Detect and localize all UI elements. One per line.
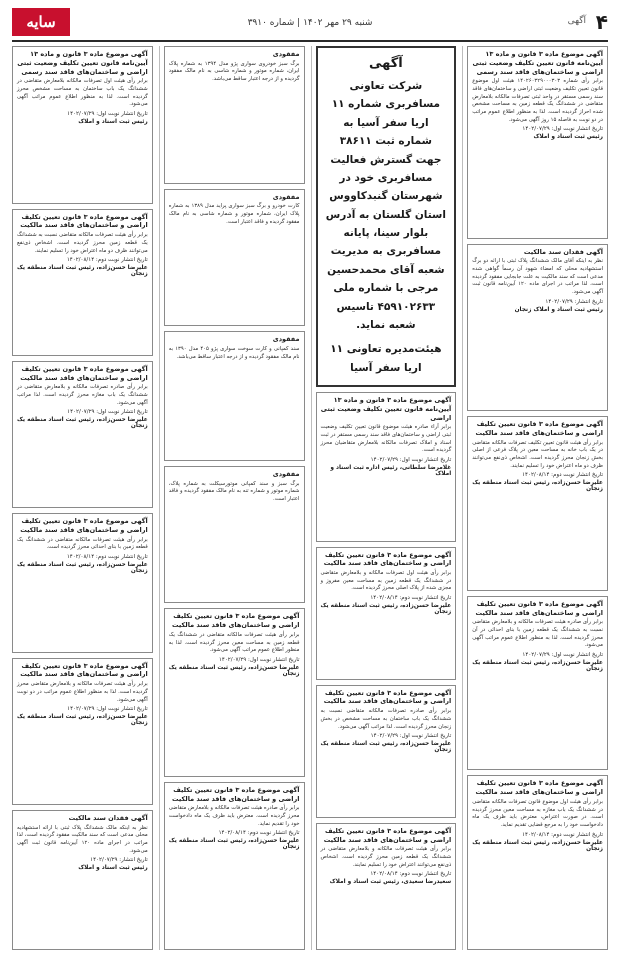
notice-date: تاریخ انتشار: ۱۴۰۲/۰۷/۲۹ [90, 857, 148, 864]
notice-body: نظر به اینکه مالک ششدانگ پلاک ثبتی با ارائه استشهادیه محلی مدعی است که سند مالکیت مفقود گردیده است، لذا مراتب در اجرای ماده ۱۲۰ آیین‌نامه قانون ثبت آگهی می‌شود. [17, 824, 148, 854]
feature-ad [316, 46, 457, 387]
column-2 [311, 46, 457, 950]
notice-title: آگهی موضوع ماده ۳ قانون تعیین تکلیف اراضی و ساختمان‌های فاقد سند مالکیت [475, 420, 603, 437]
notice-date: تاریخ انتشار نوبت دوم: ۱۴۰۲/۰۸/۱۴ [370, 871, 452, 878]
notice-title: مفقودی [272, 50, 300, 58]
newspaper-logo: سایه [12, 8, 70, 36]
legal-notice [164, 331, 305, 461]
ad-columns [12, 46, 608, 950]
notice-date: تاریخ انتشار نوبت اول: ۱۴۰۲/۰۷/۲۹ [370, 733, 452, 740]
notice-date: تاریخ انتشار نوبت اول: ۱۴۰۲/۰۷/۲۹ [218, 657, 300, 663]
notice-signature: علیرضا حسن‌زاده، رئیس ثبت اسناد منطقه یک زنجان [16, 561, 148, 574]
notice-title: آگهی موضوع ماده ۳ قانون و ماده ۱۳ آیین‌نامه قانون تعیین تکلیف وضعیت ثبتی اراضی [320, 396, 452, 422]
notice-title: آگهی موضوع ماده ۳ قانون تعیین تکلیف اراضی و ساختمان‌های فاقد سند مالکیت [323, 826, 452, 844]
notice-date: تاریخ انتشار نوبت دوم: ۱۴۰۲/۰۸/۱۴ [66, 257, 148, 264]
notice-body: برابر رأی هیئت اول موضوع قانون تصرفات مالکانه متقاضی در ششدانگ یک باب مغازه به مساحت معین محرز گردیده است. در صورت اعتراض، معترض باید ظرف یک ماه دادخواست خود را به مرجع قضایی تقدیم نماید. [472, 798, 603, 828]
legal-notice [316, 823, 457, 950]
notice-title: آگهی موضوع ماده ۳ قانون تعیین تکلیف اراضی و ساختمان‌های فاقد سند مالکیت [20, 517, 148, 534]
notice-signature: غلامرضا سلطانی، رئیس اداره ثبت اسناد و املاک [330, 464, 452, 477]
legal-notice [316, 685, 457, 818]
notice-title: آگهی موضوع ماده ۳ قانون تعیین تکلیف اراضی و ساختمان‌های فاقد سند مالکیت [171, 612, 300, 630]
notice-body: نظر به اینکه آقای مالک ششدانگ پلاک ثبتی با ارائه دو برگ استشهادیه محلی که امضاء شهود آن رسماً گواهی شده مدعی است که سند مالکیت به علت جابجایی مفقود گردیده است، لذا مراتب در اجرای ماده ۱۲۰ آیین‌نامه قانون ثبت آگهی می‌شود. [472, 258, 604, 296]
notice-date: تاریخ انتشار نوبت دوم: ۱۴۰۲/۰۸/۱۴ [522, 472, 603, 479]
notice-body: برگ سبز و سند کمپانی موتورسیکلت به شماره پلاک، شماره موتور و شماره تنه به نام مالک مفقود گردیده و فاقد اعتبار است. [168, 480, 300, 503]
notice-date: تاریخ انتشار نوبت دوم: ۱۴۰۲/۰۸/۱۴ [370, 595, 452, 602]
notice-body: سند کمپانی و کارت سوخت سواری پژو ۴۰۵ مدل ۱۳۹۰ به نام مالک مفقود گردیده و از درجه اعتبار ساقط می‌باشد. [168, 345, 300, 360]
notice-body: برابر رأی هیئت تصرفات مالکانه و بلامعارض متقاضی محرز گردیده است. لذا به منظور اطلاع عموم مراتب در دو نوبت آگهی می‌شود. [17, 681, 148, 703]
notice-title: آگهی موضوع ماده ۳ قانون تعیین تکلیف اراضی و ساختمان‌های فاقد سند مالکیت [475, 599, 603, 617]
notice-signature: علیرضا حسن‌زاده، رئیس ثبت اسناد منطقه یک زنجان [320, 741, 452, 754]
legal-notice [12, 209, 153, 356]
legal-notice [467, 416, 608, 591]
notice-body: برابر رأی شماره ۱۴۰۲۶۰۳۲۹۰۰۰۳۰۳ هیئت اول موضوع قانون تعیین تکلیف وضعیت ثبتی اراضی و ساختمان‌های فاقد سند رسمی مستقر در واحد ثبتی تصرفات مالکانه بلامعارض متقاضی در ششدانگ یک قطعه زمین به مساحت مشخص شده احراز گردیده است. لذا به منظور اطلاع عموم مراتب در دو نوبت به فاصله ۱۵ روز آگهی می‌شود. [472, 78, 603, 123]
legal-notice [12, 658, 153, 805]
notice-body: برابر رأی صادره هیئت تصرفات مالکانه و بلامعارض متقاضی نسبت به ششدانگ یک قطعه زمین با بنای احداثی در آن محرز گردیده است. لذا به منظور اطلاع عموم مراتب آگهی می‌شود. [472, 619, 603, 649]
notice-body: برگ سبز خودروی سواری پژو مدل ۱۳۹۴ به شماره پلاک ایران، شماره موتور و شماره شاسی به نام مالک مفقود گردیده و از درجه اعتبار ساقط می‌باشد. [168, 60, 300, 83]
legal-notice [12, 810, 153, 950]
notice-date: تاریخ انتشار نوبت دوم: ۱۴۰۲/۰۸/۱۴ [66, 553, 148, 560]
notice-title: آگهی موضوع ماده ۳ قانون تعیین تکلیف اراضی و ساختمان‌های فاقد سند مالکیت [323, 550, 452, 568]
masthead [12, 8, 608, 42]
notice-title: آگهی موضوع ماده ۳ قانون تعیین تکلیف اراضی و ساختمان‌های فاقد سند مالکیت [20, 661, 148, 679]
notice-body: برابر رأی هیئت اول تصرفات مالکانه و بلامعارض متقاضی در ششدانگ یک قطعه زمین به مساحت معین مفروز و مجزی شده از پلاک اصلی محرز گردیده است. [320, 570, 452, 592]
notice-signature: رئیس ثبت اسناد و املاک زنجان [514, 306, 603, 313]
notice-signature: رئیس ثبت اسناد و املاک [533, 134, 603, 141]
notice-signature: علیرضا حسن‌زاده، رئیس ثبت اسناد منطقه یک زنجان [472, 660, 603, 673]
notice-body: برابر رأی صادره تصرفات مالکانه و بلامعارض متقاضی در ششدانگ یک باب مغازه محرز گردیده است. لذا مراتب آگهی می‌شود. [17, 384, 148, 406]
legal-notice [164, 189, 305, 327]
notice-signature: علیرضا حسن‌زاده، رئیس ثبت اسناد منطقه یک زنجان [16, 714, 148, 727]
notice-signature: علیرضا حسن‌زاده، رئیس ثبت اسناد منطقه یک زنجان [472, 839, 603, 852]
notice-body: برابر رأی هیئت تصرفات مالکانه متقاضی نسبت به ششدانگ یک قطعه زمین محرز گردیده است. اشخاص ذی‌نفع می‌توانند ظرف دو ماه اعتراض خود را تسلیم نمایند. [17, 232, 148, 254]
notice-signature: علیرضا حسن‌زاده، رئیس ثبت اسناد منطقه یک زنجان [168, 838, 300, 851]
legal-notice [12, 46, 153, 204]
column-2-notices [316, 392, 457, 950]
notice-title: آگهی فقدان سند مالکیت [68, 813, 148, 822]
notice-title: مفقودی [272, 469, 300, 478]
notice-title: آگهی موضوع ماده ۳ قانون تعیین تکلیف اراضی و ساختمان‌های فاقد سند مالکیت [475, 779, 603, 797]
legal-notice [316, 392, 457, 542]
notice-body: برابر رأی صادره تصرفات مالکانه متقاضی نسبت به ششدانگ یک باب ساختمان به مساحت مشخص در بخش زنجان محرز گردیده است. لذا مراتب آگهی می‌شود. [320, 708, 452, 730]
notice-title: آگهی موضوع ماده ۳ قانون تعیین تکلیف اراضی و ساختمان‌های فاقد سند مالکیت [20, 364, 148, 382]
legal-notice [467, 46, 608, 239]
legal-notice [12, 513, 153, 653]
notice-date: تاریخ انتشار نوبت اول: ۱۴۰۲/۰۷/۲۹ [370, 456, 452, 463]
notice-signature: علیرضا حسن‌زاده، رئیس ثبت اسناد منطقه یک زنجان [16, 265, 148, 278]
notice-title: آگهی موضوع ماده ۳ قانون و ماده ۱۳ آیین‌نامه قانون تعیین تکلیف وضعیت ثبتی اراضی و ساختمان‌های فاقد سند رسمی [17, 50, 148, 76]
notice-date: تاریخ انتشار نوبت اول: ۱۴۰۲/۰۷/۲۹ [67, 110, 148, 117]
notice-date: تاریخ انتشار نوبت اول: ۱۴۰۲/۰۷/۲۹ [67, 409, 148, 416]
notice-body: برابر رأی هیئت تصرفات مالکانه متقاضی در ششدانگ یک قطعه زمین با بنای احداثی محرز گردیده است. [17, 536, 148, 551]
notice-signature: سعیدرضا سعیدی، رئیس ثبت اسناد و املاک [329, 879, 452, 886]
page-section-label: آگهی [567, 16, 586, 26]
notice-date: تاریخ انتشار نوبت اول: ۱۴۰۲/۰۷/۲۹ [522, 126, 603, 133]
notice-body: برابر رأی هیئت اول تصرفات مالکانه بلامعارض متقاضی در ششدانگ یک باب ساختمان به مساحت مشخص محرز گردیده است. لذا به منظور اطلاع عموم مراتب آگهی می‌شود. [17, 78, 148, 108]
legal-notice [164, 608, 305, 776]
notice-body: کارت خودرو و برگ سبز سواری پراید مدل ۱۳۸۹ به شماره پلاک ایران، شماره موتور و شماره شاسی به نام مالک مفقود گردیده و فاقد اعتبار است. [168, 203, 300, 225]
legal-notice [164, 782, 305, 950]
notice-date: تاریخ انتشار: ۱۴۰۲/۰۷/۲۹ [545, 298, 603, 305]
notice-body: برابر رأی هیئت تصرفات مالکانه و بلامعارض متقاضی در ششدانگ یک قطعه زمین محرز گردیده است. اشخاص ذی‌نفع می‌توانند اعتراض خود را تسلیم نمایند. [320, 846, 452, 868]
page-number: ۴ [595, 10, 608, 34]
notice-title: آگهی موضوع ماده ۳ قانون و ماده ۱۳ آیین‌نامه قانون تعیین تکلیف وضعیت ثبتی اراضی و ساختمان‌های فاقد سند رسمی [472, 50, 603, 76]
notice-signature: علیرضا حسن‌زاده، رئیس ثبت اسناد منطقه یک زنجان [16, 417, 148, 430]
legal-notice [164, 466, 305, 604]
notice-title: آگهی موضوع ماده ۳ قانون تعیین تکلیف اراضی و ساختمان‌های فاقد سند مالکیت [20, 212, 148, 230]
notice-signature: علیرضا حسن‌زاده، رئیس ثبت اسناد منطقه یک زنجان [168, 665, 300, 677]
legal-notice [467, 775, 608, 950]
notice-title: آگهی موضوع ماده ۳ قانون تعیین تکلیف اراضی و ساختمان‌های فاقد سند مالکیت [323, 688, 452, 706]
notice-body: برابر رأی هیئت تصرفات مالکانه متقاضی در ششدانگ یک قطعه زمین به مساحت معین محرز گردیده است. لذا به منظور اطلاع عموم مراتب آگهی می‌شود. [168, 631, 300, 654]
notice-title: آگهی موضوع ماده ۳ قانون تعیین تکلیف اراضی و ساختمان‌های فاقد سند مالکیت [171, 785, 300, 803]
notice-title: مفقودی [272, 192, 300, 201]
notice-title: آگهی فقدان سند مالکیت [523, 247, 603, 256]
column-4 [12, 46, 153, 950]
column-1 [462, 46, 608, 950]
notice-date: تاریخ انتشار نوبت اول: ۱۴۰۲/۰۷/۲۹ [522, 652, 603, 659]
legal-notice [467, 596, 608, 771]
column-3 [159, 46, 305, 950]
notice-body: برابر آراء صادره هیئت موضوع قانون تعیین تکلیف وضعیت ثبتی اراضی و ساختمان‌های فاقد سند رسمی مستقر در ثبت اسناد و املاک تصرفات مالکانه بلامعارض متقاضیان محرز گردیده است. [320, 424, 452, 454]
notice-body: برابر رأی صادره هیئت تصرفات مالکانه و بلامعارض متقاضی محرز گردیده است. معترض باید ظرف یک ماه دادخواست خود را تقدیم نماید. [168, 805, 300, 827]
notice-signature: رئیس ثبت اسناد و املاک [78, 118, 148, 125]
notice-signature: رئیس ثبت اسناد و املاک [78, 865, 148, 872]
issue-info: شنبه ۲۹ مهر ۱۴۰۲ | شماره ۳۹۱۰ [247, 18, 373, 28]
notice-date: تاریخ انتشار نوبت دوم: ۱۴۰۲/۰۸/۱۴ [522, 831, 603, 838]
notice-title: مفقودی [272, 335, 300, 344]
notice-signature: علیرضا حسن‌زاده، رئیس ثبت اسناد منطقه یک زنجان [472, 480, 603, 493]
legal-notice [467, 244, 608, 412]
feature-ad-footer: هیئت‌مدیره تعاونی ۱۱ اریا سفر آسیا [330, 343, 442, 374]
feature-ad-body: شرکت تعاونی مسافربری شماره ۱۱ اریا سفر آسیا به شماره ثبت ۳۸۶۱۱ جهت گسترش فعالیت مسافربری خود در شهرستان گنبدکاووس استان گلستان به آدرس بلوار سینا، پایانه مسافربری به مدیریت شعبه آقای محمدحسین مرجی با شماره ملی ۴۵۹۱۰۲۶۳۳ تاسیس شعبه نماید. [325, 80, 446, 331]
notice-date: تاریخ انتشار نوبت اول: ۱۴۰۲/۰۷/۲۹ [67, 706, 148, 713]
feature-ad-heading: آگهی [368, 56, 403, 71]
notice-signature: علیرضا حسن‌زاده، رئیس ثبت اسناد منطقه یک زنجان [320, 603, 452, 616]
legal-notice [316, 547, 457, 680]
notice-body: برابر رأی هیئت قانون تعیین تکلیف تصرفات مالکانه متقاضی در یک باب خانه به مساحت معین در پلاک فرعی از اصلی بخش زنجان محرز گردیده است. اشخاص ذی‌نفع می‌توانند ظرف دو ماه اعتراض خود را تسلیم نمایند. [472, 439, 603, 469]
notice-date: تاریخ انتشار نوبت دوم: ۱۴۰۲/۰۸/۱۴ [218, 830, 300, 837]
legal-notice [164, 46, 305, 184]
legal-notice [12, 361, 153, 508]
